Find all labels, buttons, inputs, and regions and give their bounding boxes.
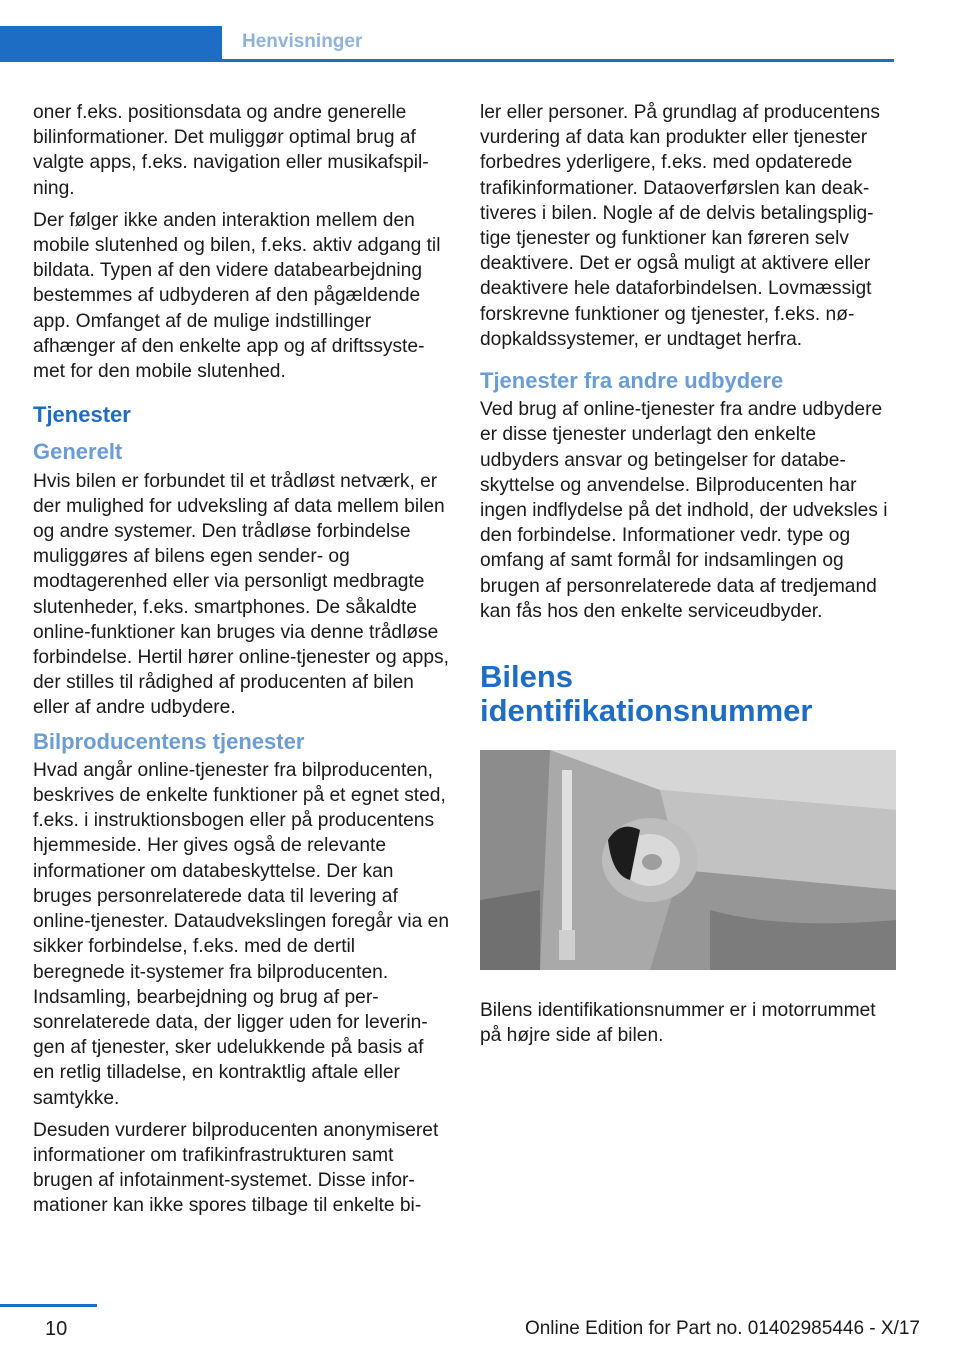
paragraph: Hvad angår online-tjenester fra bilproducenten, beskrives de enkelte funktioner på et egnet sted, f.eks. i instruktionsbogen eller på producentens hjemmeside. Her gives også de relevante informationer om databeskyttelse. Der kan bruges personrelaterede data til levering af online-tjenester. Dataudvekslingen foregår via en sikker forbindelse, f.eks. med de dertil beregnede it-systemer fra bilproducenten. Indsamling, bearbejdning og brug af personrelaterede data, der ligger uden for leveringen af tjenester, sker udelukkende på basis af en retlig tilladelse, en kontraktlig aftale eller samtykke. (33, 759, 449, 1109)
paragraph: oner f.eks. positionsdata og andre generelle bilinformationer. Det muliggør optimal brug af valgte apps, f.eks. navigation eller musikafspilning. (33, 102, 429, 199)
header-rule (222, 59, 894, 62)
heading-services: Tjenester (33, 402, 131, 428)
paragraph: Hvis bilen er forbundet til et trådløst netværk, er der mulighed for udveksling af data mellem bilen og andre systemer. Den trådløse forbindelse muliggøres af bilens egen sender- og modtagerenhed eller via personligt medbragte slutenheder, f.eks. smartphones. De såkaldte online-funktioner kan bruges via denne trådløse forbindelse. Hertil hører online-tjenester og apps, der stilles til rådighed af producenten af bilen eller af andre udbydere. (33, 470, 449, 719)
engine-bay-illustration (480, 750, 896, 970)
paragraph: ler eller personer. På grundlag af producentens vurdering af data kan produkter eller tjenester forbedres yderligere, f.eks. med opdaterede trafikinformationer. Dataoverførslen kan deaktiveres i bilen. Nogle af de delvis betalingspligtige tjenester og funktioner kan føreren selv deaktivere. Det er også muligt at aktivere eller deaktivere hele dataforbindelsen. Lovmæssigt forskrevne funktioner og tjenester, f.eks. nødopkaldssystemer, er undtaget herfra. (480, 102, 880, 350)
paragraph: Desuden vurderer bilproducenten anonymiseret informationer om trafikinfrastrukturen samt brugen af infotainment-systemet. Disse informationer kan ikke spores tilbage til enkelte bi- (33, 1119, 439, 1217)
footer-rule (0, 1304, 97, 1307)
paragraph: Ved brug af online-tjenester fra andre udbydere er disse tjenester underlagt den enkelte udbyders ansvar og betingelser for databeskyttelse og anvendelse. Bilproducenten har ingen indflydelse på det indhold, der udveksles i den forbindelse. Informationer vedr. type og omfang af samt formål for indsamlingen og brugen af personrelaterede data af tredjemand kan fås hos den enkelte serviceudbyder. (480, 399, 888, 622)
header-color-bar (0, 26, 222, 62)
heading-third-party-services: Tjenester fra andre udbydere (480, 368, 784, 394)
paragraph: Der følger ikke anden interaktion mellem den mobile slutenhed og bilen, f.eks. aktiv adgang til bildata. Typen af den videre databearbejdning bestemmes af udbyderen af den pågældende app. Omfanget af de mulige indstillinger afhænger af den enkelte app og af driftssystemet for den mobile slutenhed. (33, 209, 441, 383)
page-number: 10 (45, 1318, 68, 1340)
right-column (480, 100, 896, 1055)
heading-general: Generelt (33, 439, 123, 465)
section-title: Henvisninger (242, 31, 363, 52)
heading-vin (480, 660, 896, 728)
engine-bay-photo (480, 750, 896, 970)
heading-vin-line2: identifikationsnummer (480, 693, 813, 729)
edition-note: Online Edition for Part no. 01402985446 - X/17 (524, 1318, 920, 1339)
heading-manufacturer-services: Bilproducentens tjenester (33, 728, 305, 754)
heading-vin-line1: Bilens (480, 659, 574, 695)
left-column (33, 100, 449, 1226)
paragraph: Bilens identifikationsnummer er i motorrummet på højre side af bilen. (480, 1000, 876, 1047)
